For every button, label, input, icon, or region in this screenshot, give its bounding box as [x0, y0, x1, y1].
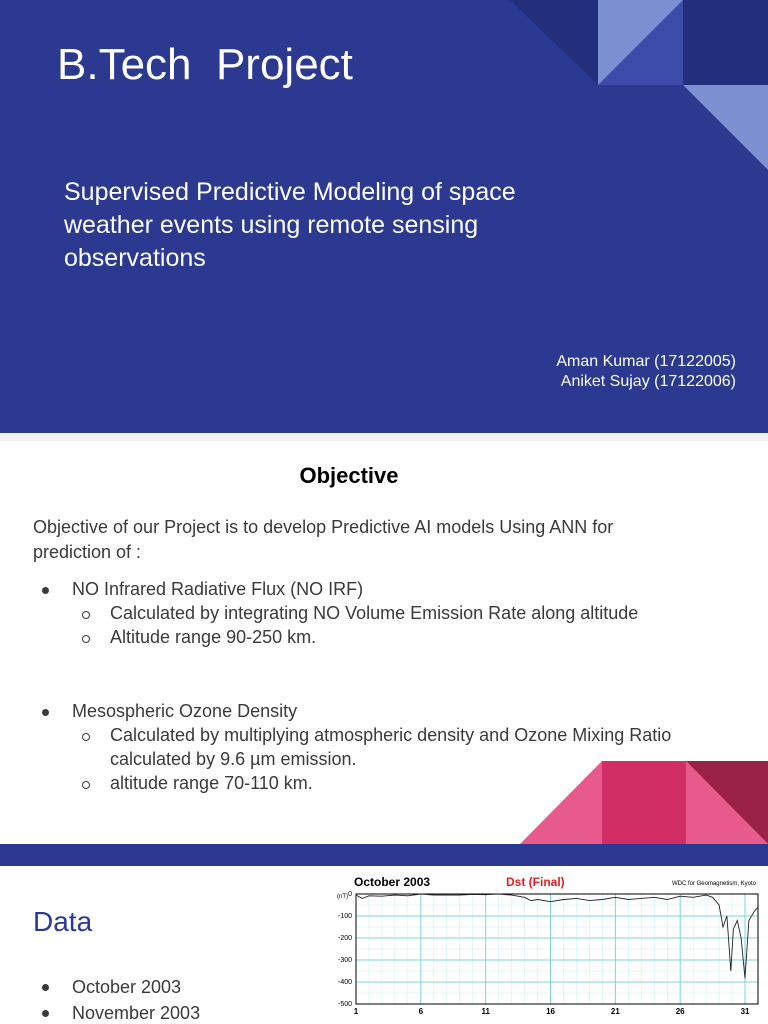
- sub-bullet-item: Altitude range 90-250 km.: [110, 627, 317, 647]
- chart-y-tick-label: -100: [337, 913, 352, 920]
- bullet-dot: [42, 984, 49, 991]
- bullet-dot: [42, 587, 49, 594]
- bullet-item: NO Infrared Radiative Flux (NO IRF): [72, 579, 364, 599]
- chart-x-tick-label: 31: [740, 1007, 750, 1016]
- sub-bullet-ring: [82, 781, 90, 789]
- chart-y-tick-label: -400: [337, 979, 352, 986]
- deco-dark-square: [683, 0, 768, 85]
- slide-separator: [0, 433, 768, 441]
- chart-series-label: Dst (Final): [506, 875, 565, 889]
- author-2: Aniket Sujay (17122006): [560, 373, 736, 390]
- chart-series-line: [356, 894, 758, 978]
- objective-slide: [0, 441, 768, 844]
- author-1: Aman Kumar (17122005): [556, 353, 736, 370]
- chart-title: October 2003: [354, 875, 431, 889]
- deco-light-triangle: [683, 85, 768, 170]
- bullet-dot: [42, 709, 49, 716]
- sub-bullet-ring: [82, 635, 90, 643]
- bullet-item: November 2003: [72, 1003, 201, 1023]
- chart-x-tick-label: 26: [675, 1007, 685, 1016]
- chart-y-tick-label: 0: [348, 891, 352, 898]
- sub-bullet-item: Calculated by integrating NO Volume Emission Rate along altitude: [110, 603, 639, 623]
- chart-source: WDC for Geomagnetism, Kyoto: [671, 881, 756, 887]
- sub-bullet-ring: [82, 611, 90, 619]
- slide-band: [0, 844, 768, 866]
- chart-x-tick-label: 16: [546, 1007, 555, 1016]
- chart-y-tick-label: -200: [337, 935, 352, 942]
- data-title: Data: [33, 906, 93, 937]
- chart-x-tick-label: 1: [353, 1007, 359, 1016]
- sub-bullet-item: Calculated by multiplying atmospheric density and Ozone Mixing Ratio calculated by 9.6 µm emission.: [110, 725, 672, 769]
- chart-x-tick-label: 21: [610, 1007, 620, 1016]
- chart-unit-label: (nT): [337, 894, 348, 900]
- bullet-item: October 2003: [72, 977, 182, 997]
- chart-y-tick-label: -300: [337, 957, 352, 964]
- sub-bullet-ring: [82, 733, 90, 741]
- bullet-item: Mesospheric Ozone Density: [72, 701, 298, 721]
- slide-subtitle: Supervised Predictive Modeling of space weather events using remote sensing observations: [64, 178, 516, 272]
- dst-chart: [334, 872, 762, 1024]
- bullet-dot: [42, 1010, 49, 1017]
- intro-text: Objective of our Project is to develop Predictive AI models Using ANN for prediction of :: [33, 517, 614, 562]
- sub-bullet-item: altitude range 70-110 km.: [110, 773, 313, 793]
- deco-dark-triangle-left: [510, 0, 598, 85]
- section-heading: Objective: [299, 463, 399, 488]
- chart-y-tick-label: -500: [337, 1001, 352, 1008]
- chart-x-tick-label: 11: [481, 1007, 490, 1016]
- title-slide: [0, 0, 768, 433]
- authors: [556, 352, 736, 392]
- chart-x-tick-label: 6: [418, 1007, 424, 1016]
- slide-title: B.Tech Project: [57, 40, 353, 89]
- data-slide: [0, 866, 768, 1024]
